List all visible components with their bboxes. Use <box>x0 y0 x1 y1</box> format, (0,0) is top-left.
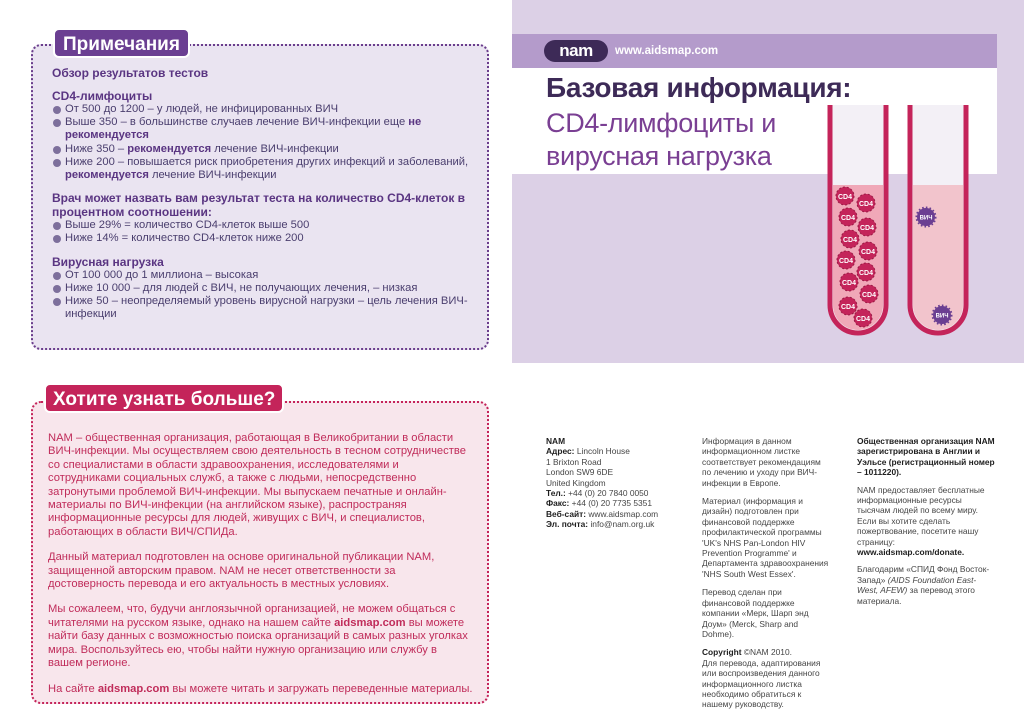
cd4-cell <box>858 218 876 236</box>
copyright: Copyright ©NAM 2010. <box>702 647 792 658</box>
info-paragraph: Материал (информация и дизайн) подготовлен при финансовой поддержке профилактической программы 'UK's NHS Pan-London HIV Prevention Programme' и Департамента здравоохранения 'NHS South West Essex'. <box>702 496 829 579</box>
cd4-cell-label: CD4 <box>855 316 871 323</box>
aidsmap-link[interactable]: aidsmap.com <box>97 682 170 695</box>
contact-address-line: 1 Brixton Road <box>546 456 602 467</box>
cd4-item: Ниже 200 – повышается риск приобретения других инфекций и заболеваний, рекомендуется лечение ВИЧ-инфекции <box>52 156 472 182</box>
page-subtitle-line1: CD4-лимфоциты и <box>546 108 777 138</box>
more-paragraph: На сайте aidsmap.com вы можете читать и загружать переведенные материалы. <box>48 682 473 695</box>
viral-item: Ниже 50 – неопределяемый уровень вирусной нагрузки – цель лечения ВИЧ-инфекции <box>52 295 472 321</box>
contact-address-line: United Kingdom <box>546 477 606 488</box>
cd4-cell <box>857 194 875 212</box>
cd4-cell-label: CD4 <box>858 201 874 208</box>
donation-text: NAM предоставляет бесплатные информационные ресурсы тысячам людей по всему миру. Если вы хотите сделать пожертвование, посетите нашу страницу: www.aidsmap.com/donate. <box>857 484 985 558</box>
nam-logo: nam <box>544 40 608 62</box>
cd4-cell <box>841 230 859 248</box>
info-paragraph: Информация в данном информационном листке соответствует рекомендациям по лечению и уходу при ВИЧ-инфекции в Европе. <box>702 436 821 488</box>
cd4-cell-label: CD4 <box>837 194 853 201</box>
more-paragraph: Мы сожалеем, что, будучи англоязычной организацией, не можем общаться с читателями на русском языке, однако на нашем сайте aidsmap.com вы можете найти базу данных с возможностью поиска организаций в самых разных уголках мира. Воспользуйтесь ею, чтобы найти нужную организацию или службу в вашем регионе. <box>48 603 468 670</box>
registration-text: Общественная организация NAM зарегистрирована в Англии и Уэльсе (регистрационный номер – 1011220). <box>857 436 995 478</box>
contact-column <box>546 436 676 530</box>
donate-link[interactable]: www.aidsmap.com/donate. <box>857 547 965 558</box>
cd4-title: CD4-лимфоциты <box>52 89 153 103</box>
percent-title: Врач может назвать вам результат теста на количество CD4-клеток в процентном соотношении: <box>52 191 466 220</box>
contact-fax: Факс: +44 (0) 20 7735 5351 <box>546 498 652 509</box>
viral-item: От 100 000 до 1 миллиона – высокая <box>52 269 472 282</box>
cd4-cell-label: CD4 <box>842 237 858 244</box>
web-link[interactable]: www.aidsmap.com <box>588 508 659 519</box>
contact-email: Эл. почта: info@nam.org.uk <box>546 519 655 530</box>
hiv-particle <box>933 306 951 324</box>
cd4-cell-label: CD4 <box>861 292 877 299</box>
page-title: Базовая информация: <box>546 72 852 103</box>
aidsmap-link[interactable]: aidsmap.com <box>334 616 406 629</box>
contact-address: Адрес: Lincoln House <box>546 446 630 457</box>
viral-section <box>52 255 472 322</box>
more-paragraph: NAM – общественная организация, работающая в Великобритании в области ВИЧ-инфекции. Мы осуществляем свою деятельность в тесном сотрудничестве со специалистами в области здравоохранения, исследователями и сотрудниками социальных служб, а также с людьми, непосредственно затронутыми проблемой ВИЧ-инфекции. Мы выпускаем печатные и онлайн-материалы по ВИЧ-инфекции (на английском языке), распространяя информационные ресурсы для людей, живущих с ВИЧ, и специалистов, работающих в области ВИЧ/СПИДа. <box>48 432 466 538</box>
cd4-cell <box>837 251 855 269</box>
cd4-cell-label: CD4 <box>840 215 856 222</box>
contact-web: Веб-сайт: www.aidsmap.com <box>546 508 659 519</box>
cd4-cell <box>857 263 875 281</box>
percent-item: Выше 29% = количество CD4-клеток выше 500 <box>52 219 472 232</box>
test-tubes-illustration <box>820 105 980 340</box>
cd4-cell <box>860 285 878 303</box>
cd4-item: Выше 350 – в большинстве случаев лечение ВИЧ-инфекции еще не рекомендуется <box>52 116 472 142</box>
registration-column <box>857 436 997 613</box>
cd4-item: Ниже 350 – рекомендуется лечение ВИЧ-инфекции <box>52 143 472 156</box>
hiv-label: ВИЧ <box>935 313 949 320</box>
more-info-content <box>48 432 473 708</box>
percent-section <box>52 191 472 245</box>
viral-title: Вирусная нагрузка <box>52 254 164 269</box>
viral-item: Ниже 10 000 – для людей с ВИЧ, не получающих лечения, – низкая <box>52 282 472 295</box>
cd4-cell <box>854 309 872 327</box>
contact-address-line: London SW9 6DE <box>546 467 614 478</box>
thanks-text: Благодарим «СПИД Фонд Восток-Запад» (AIDS Foundation East-West, AFEW) за перевод этого материала. <box>857 564 990 606</box>
info-column <box>702 436 832 710</box>
cd4-cell-label: CD4 <box>860 249 876 256</box>
info-paragraph: Для перевода, адаптирования или воспроизведения данного информационного листка необходимо обратиться к нашему руководству. <box>702 657 821 710</box>
cd4-cell-label: CD4 <box>841 280 857 287</box>
header-url[interactable]: www.aidsmap.com <box>615 45 719 57</box>
info-paragraph: Перевод сделан при финансовой поддержке компании «Мерк, Шарп энд Доум» (Merck, Sharp and Dohme). <box>702 587 809 639</box>
cd4-cell <box>839 297 857 315</box>
contact-org: NAM <box>546 436 566 446</box>
notes-tab: Примечания <box>53 28 190 58</box>
cd4-cell-label: CD4 <box>840 304 856 311</box>
cd4-cell <box>859 242 877 260</box>
cd4-item: От 500 до 1200 – у людей, не инфицированных ВИЧ <box>52 103 472 116</box>
cd4-cell-label: CD4 <box>858 270 874 277</box>
cd4-cell <box>839 208 857 226</box>
email-link[interactable]: info@nam.org.uk <box>590 519 655 530</box>
more-paragraph: Данный материал подготовлен на основе оригинальной публикации NAM, защищенной авторским правом. NAM не несет ответственности за достоверность перевода и его актуальность в местных условиях. <box>48 551 435 591</box>
percent-item: Ниже 14% = количество CD4-клеток ниже 200 <box>52 232 472 245</box>
more-info-tab: Хотите узнать больше? <box>44 383 284 413</box>
contact-tel: Тел.: +44 (0) 20 7840 0050 <box>546 488 649 499</box>
cd4-cell-label: CD4 <box>859 225 875 232</box>
page-subtitle-line2: вирусная нагрузка <box>546 141 772 171</box>
notes-content <box>52 66 472 321</box>
notes-heading: Обзор результатов тестов <box>52 66 209 80</box>
cd4-section <box>52 89 472 182</box>
hiv-particle <box>917 208 935 226</box>
cd4-cell <box>840 273 858 291</box>
hiv-label: ВИЧ <box>919 215 933 222</box>
cd4-cell <box>836 187 854 205</box>
cd4-cell-label: CD4 <box>838 258 854 265</box>
